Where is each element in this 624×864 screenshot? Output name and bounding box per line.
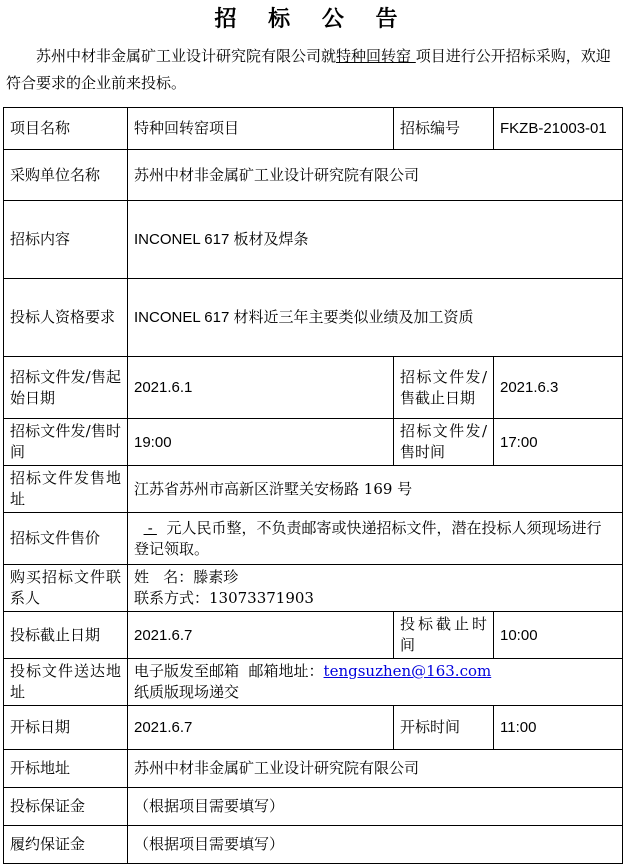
deadline-time-label: 投标截止时间	[394, 612, 494, 659]
table-row	[4, 513, 623, 565]
table-row	[4, 565, 623, 612]
email-link[interactable]: tengsuzhen@163.com	[323, 662, 492, 680]
contact-label: 购买招标文件联系人	[4, 565, 128, 612]
table-row	[4, 108, 623, 150]
opening-date-label: 开标日期	[4, 706, 128, 750]
table-row	[4, 419, 623, 466]
table-row	[4, 357, 623, 419]
tender-info-table	[3, 107, 623, 864]
intro-project-name: 特种回转窑	[336, 47, 416, 65]
deadline-date-value: 2021.6.7	[128, 612, 394, 659]
intro-paragraph	[6, 43, 620, 97]
opening-address-label: 开标地址	[4, 750, 128, 788]
performance-bond-value: （根据项目需要填写）	[128, 826, 623, 864]
contact-name: 姓 名：滕素珍	[134, 568, 239, 586]
qualification-value: INCONEL 617 材料近三年主要类似业绩及加工资质	[128, 279, 623, 357]
price-amount: -	[143, 519, 157, 537]
opening-date-value: 2021.6.7	[128, 706, 394, 750]
bid-bond-value: （根据项目需要填写）	[128, 788, 623, 826]
table-row	[4, 150, 623, 201]
project-name-value: 特种回转窑项目	[128, 108, 394, 150]
contact-phone: 联系方式：13073371903	[134, 589, 314, 607]
sale-start-label: 招标文件发/售起始日期	[4, 357, 128, 419]
content-value: INCONEL 617 板材及焊条	[128, 201, 623, 279]
buyer-label: 采购单位名称	[4, 150, 128, 201]
table-row	[4, 659, 623, 706]
project-name-label: 项目名称	[4, 108, 128, 150]
deadline-date-label: 投标截止日期	[4, 612, 128, 659]
table-row	[4, 279, 623, 357]
sale-end-time-value: 17:00	[494, 419, 623, 466]
table-row	[4, 201, 623, 279]
table-row	[4, 750, 623, 788]
table-row	[4, 466, 623, 513]
table-row	[4, 826, 623, 864]
intro-text-after: 项目进行公开招标采购，欢迎符合要求的企业前来投标。	[6, 47, 611, 92]
table-row	[4, 612, 623, 659]
bid-bond-label: 投标保证金	[4, 788, 128, 826]
opening-time-label: 开标时间	[394, 706, 494, 750]
submission-email-text: 电子版发至邮箱 邮箱地址：	[134, 662, 324, 680]
sale-address-label: 招标文件发售地址	[4, 466, 128, 513]
submission-cell	[128, 659, 623, 706]
tender-number-label: 招标编号	[394, 108, 494, 150]
submission-line2: 纸质版现场递交	[134, 683, 240, 701]
submission-line1	[134, 661, 616, 682]
price-text: 元人民币整，不负责邮寄或快递招标文件，潜在投标人须现场进行登记领取。	[134, 518, 602, 558]
price-cell	[128, 513, 623, 565]
sale-address-value: 江苏省苏州市高新区浒墅关安杨路 169 号	[128, 466, 623, 513]
sale-end-value: 2021.6.3	[494, 357, 623, 419]
submission-label: 投标文件送达地址	[4, 659, 128, 706]
page-title: 招 标 公 告	[214, 6, 410, 32]
contact-cell	[128, 565, 623, 612]
table-row	[4, 706, 623, 750]
sale-time-value: 19:00	[128, 419, 394, 466]
sale-end-label: 招标文件发/售截止日期	[394, 357, 494, 419]
intro-text-before: 苏州中材非金属矿工业设计研究院有限公司就	[36, 47, 337, 65]
deadline-time-value: 10:00	[494, 612, 623, 659]
buyer-value: 苏州中材非金属矿工业设计研究院有限公司	[128, 150, 623, 201]
table-row	[4, 788, 623, 826]
opening-address-value: 苏州中材非金属矿工业设计研究院有限公司	[128, 750, 623, 788]
content-label: 招标内容	[4, 201, 128, 279]
sale-end-time-label: 招标文件发/售时间	[394, 419, 494, 466]
sale-start-value: 2021.6.1	[128, 357, 394, 419]
sale-time-label: 招标文件发/售时间	[4, 419, 128, 466]
performance-bond-label: 履约保证金	[4, 826, 128, 864]
tender-number-value: FKZB-21003-01	[494, 108, 623, 150]
price-label: 招标文件售价	[4, 513, 128, 565]
qualification-label: 投标人资格要求	[4, 279, 128, 357]
opening-time-value: 11:00	[494, 706, 623, 750]
